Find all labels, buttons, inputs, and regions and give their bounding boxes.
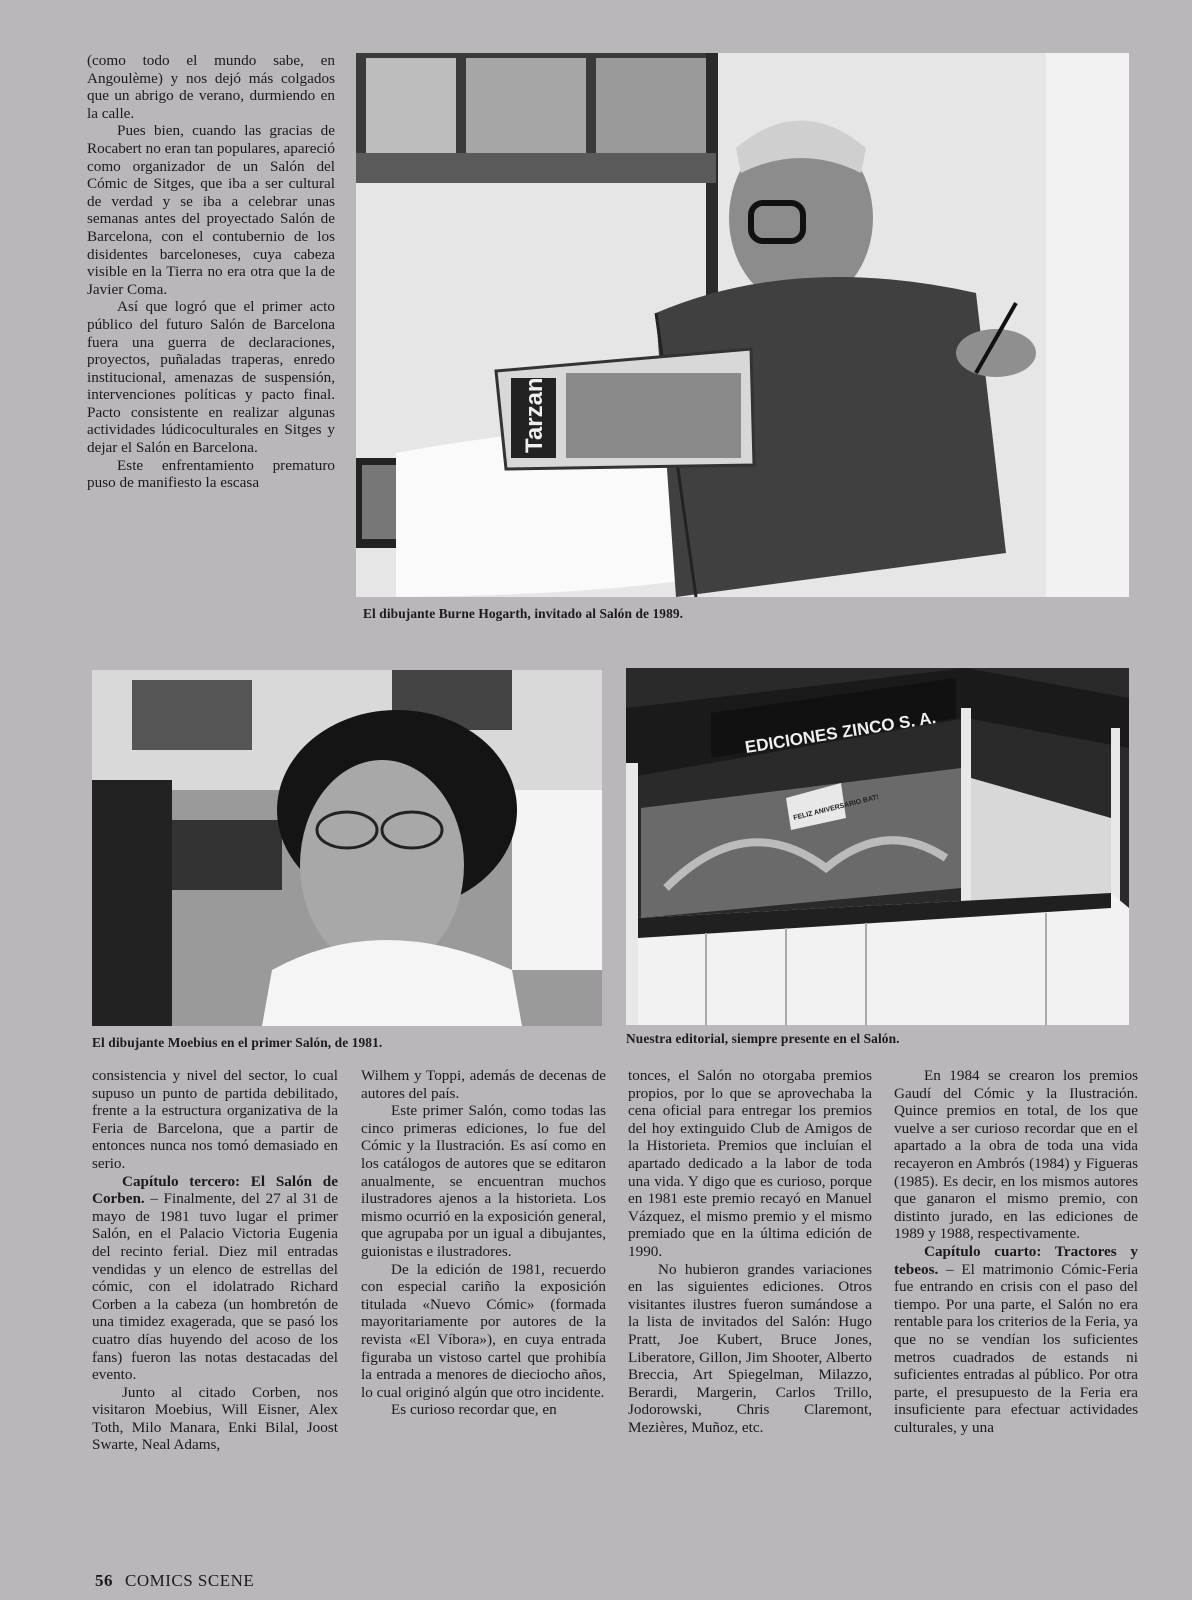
text-column-1 — [92, 1067, 338, 1454]
text-column-3 — [628, 1067, 872, 1436]
section-heading: Capítulo cuarto: Tractores y tebeos. — [894, 1242, 1138, 1278]
comic-title: Tarzan — [521, 377, 548, 453]
magazine-name: COMICS SCENE — [125, 1571, 255, 1590]
paragraph: Este primer Salón, como todas las cinco primeras ediciones, lo fue del Cómic y la Ilustración. Es así como en los catálogos de autores que se editaron anualmente, se encuentran muchos ilustradores ajenos a la historieta. Los mismo ocurrió en la exposición general, que agrupaba por un igual a dibujantes, guionistas e ilustradores. — [361, 1102, 606, 1260]
caption-moebius: El dibujante Moebius en el primer Salón, de 1981. — [92, 1035, 383, 1050]
stand-sign: EDICIONES ZINCO S. A. — [743, 707, 938, 757]
page-footer — [95, 1571, 254, 1591]
paragraph: consistencia y nivel del sector, lo cual supuso un punto de partida debilitado, frente a la estructura organizativa de la Feria de Barcelona, que a partir de entonces nunca nos tomó demasiado en serio. — [92, 1067, 338, 1172]
paragraph: (como todo el mundo sabe, en Angoulème) y nos dejó más colgados que un abrigo de verano, durmiendo en la calle. — [87, 52, 335, 122]
text-column-2 — [361, 1067, 606, 1419]
paragraph: tonces, el Salón no otorgaba premios propios, por lo que se aprovechaba la cena oficial para entregar los premios del hoy extinguido Club de Amigos de la Historieta. Premios que incluían el apartado dedicado a la labor de toda una vida. Y digo que es curioso, porque en 1981 este premio recayó en Manuel Vázquez, el mismo premio y el mismo premiado que en la última edición de 1990. — [628, 1067, 872, 1260]
section-heading: Capítulo tercero: El Salón de Corben. — [92, 1172, 338, 1208]
paragraph: Es curioso recordar que, en — [391, 1401, 557, 1419]
paragraph: Wilhem y Toppi, además de decenas de autores del país. — [361, 1067, 606, 1102]
moebius-photo-illustration — [92, 670, 602, 1026]
text-column-top-left — [87, 52, 335, 492]
caption-stand: Nuestra editorial, siempre presente en el Salón. — [626, 1031, 900, 1046]
paragraph: Capítulo tercero: El Salón de Corben. – Finalmente, del 27 al 31 de mayo de 1981 tuvo lugar el primer Salón, en el Palacio Victoria Eugenia del recinto ferial. Diez mil entradas vendidas y un elenco de estrellas del cómic, con el idolatrado Richard Corben a la cabeza (un hombretón de una timidez exagerada, que se pasó los cuatro días huyendo del acoso de los fans) fueron las notas destacadas del evento. — [92, 1172, 338, 1384]
paragraph: No hubieron grandes variaciones en las siguientes ediciones. Otros visitantes ilustres fueron sumándose a la lista de invitados del Salón: Hugo Pratt, Joe Kubert, Bruce Jones, Liberatore, Gillon, Jim Shooter, Alberto Breccia, Art Spiegelman, Milazzo, Berardi, Margerin, Carlos Trillo, Jodorowski, Chris Claremont, Mezières, Muñoz, etc. — [628, 1260, 872, 1436]
paragraph: De la edición de 1981, recuerdo con especial cariño la exposición titulada «Nuevo Cómic» (formada mayoritariamente por autores de la revista «El Víbora»), en cuya entrada figuraba un vistoso cartel que prohibía la entrada a menores de dieciocho años, lo cual originó algún que otro incidente. — [361, 1260, 606, 1401]
hogarth-photo-illustration — [356, 53, 1129, 597]
paragraph: En 1984 se crearon los premios Gaudí del Cómic y la Ilustración. Quince premios en total, de los que vuelve a ser curioso recordar que en el apartado a la obra de toda una vida recayeron en Ambrós (1984) y Figueras (1985). Es decir, en los mismos autores que ganaron el mismo premio, con distinto jurado, en las ediciones de 1989 y 1988, respectivamente. — [894, 1067, 1138, 1243]
paragraph: Junto al citado Corben, nos visitaron Moebius, Will Eisner, Alex Toth, Milo Manara, Enki Bilal, Joost Swarte, Neal Adams, — [92, 1383, 338, 1454]
photo-moebius — [92, 670, 602, 1026]
stand-banner: FELIZ ANIVERSARIO BAT! — [792, 793, 880, 822]
page-number: 56 — [95, 1571, 113, 1590]
paragraph: Así que logró que el primer acto público del futuro Salón de Barcelona fuera una guerra de declaraciones, proyectos, puñaladas traperas, enredo institucional, amenazas de suspensión, intervenciones políticas y pacto final. Pacto consistente en realizar algunas actividades lúdicoculturales en Sitges y dejar el Salón en Barcelona. — [87, 298, 335, 457]
text-column-4 — [894, 1067, 1138, 1436]
stand-photo-illustration — [626, 668, 1129, 1025]
tarzan-comic-book — [496, 349, 754, 469]
paragraph: Pues bien, cuando las gracias de Rocabert no eran tan populares, apareció como organizador de un Salón del Cómic de Sitges, que iba a ser cultural de verdad y se iba a celebrar unas semanas antes del proyectado Salón de Barcelona, con el contubernio de los disidentes barceloneses, cuya cabeza visible en la Tierra no era otra que la de Javier Coma. — [87, 122, 335, 298]
paragraph: Capítulo cuarto: Tractores y tebeos. – El matrimonio Cómic-Feria fue entrando en crisis con el paso del tiempo. Por una parte, el Salón no era rentable para los criterios de la Feria, ya que no se vendían los suficientes metros cuadrados de estands ni suficientes entradas al público. Por otra parte, el presupuesto de la Feria era insuficiente para efectuar actividades culturales, y una — [894, 1242, 1138, 1436]
caption-hogarth: El dibujante Burne Hogarth, invitado al Salón de 1989. — [363, 606, 684, 621]
photo-zinco-stand — [626, 668, 1129, 1025]
photo-burne-hogarth — [356, 53, 1129, 597]
paragraph: Este enfrentamiento prematuro puso de manifiesto la escasa — [87, 456, 335, 492]
